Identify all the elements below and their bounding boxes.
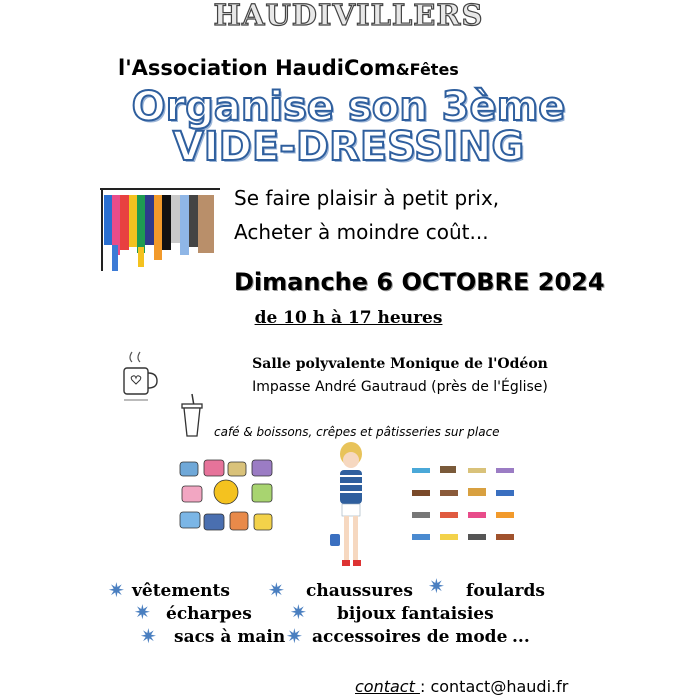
contact-label: contact [355,677,420,696]
headline-line-1: Organise son 3ème [131,84,566,130]
item-etc: ... [512,627,530,647]
item-accessoires: accessoires de mode [312,627,508,647]
association-prefix: l'Association [118,56,276,80]
snowflake-star-icon: ✷ [134,602,151,624]
snowflake-star-icon: ✷ [268,580,285,602]
event-date: Dimanche 6 OCTOBRE 2024 [234,268,605,296]
item-sacs: sacs à main [174,627,286,647]
association-name: HaudiCom [275,56,396,80]
item-bijoux: bijoux fantaisies [337,604,494,624]
shoes-icon [410,456,524,548]
refreshments-text: café & boissons, crêpes et pâtisseries sur place [214,425,500,439]
town-name: HAUDIVILLERS [213,0,484,32]
snowflake-star-icon: ✷ [140,626,157,648]
headline-line-2: VIDE-DRESSING [172,124,525,170]
event-hours: de 10 h à 17 heures [254,308,443,328]
fashion-girl-icon [326,440,376,572]
venue-address: Impasse André Gautraud (près de l'Église) [252,379,548,395]
contact-separator: : [419,677,431,696]
clothes-rack-icon [98,183,222,275]
venue-name: Salle polyvalente Monique de l'Odéon [252,356,548,372]
snowflake-star-icon: ✷ [290,602,307,624]
item-vetements: vêtements [132,581,230,601]
association-line [118,56,459,80]
item-echarpes: écharpes [166,604,252,624]
snowflake-star-icon: ✷ [428,576,445,598]
item-foulards: foulards [466,581,545,601]
contact-email[interactable]: contact@haudi.fr [430,677,569,696]
snowflake-star-icon: ✷ [286,626,303,648]
item-chaussures: chaussures [306,581,413,601]
handbags-icon [176,452,280,548]
contact-line [355,677,568,696]
snowflake-star-icon: ✷ [108,580,125,602]
drink-cup-icon [178,392,206,440]
association-suffix: &Fêtes [395,60,459,79]
slogan-line-1: Se faire plaisir à petit prix, [234,186,500,210]
slogan-line-2: Acheter à moindre coût... [234,220,489,244]
